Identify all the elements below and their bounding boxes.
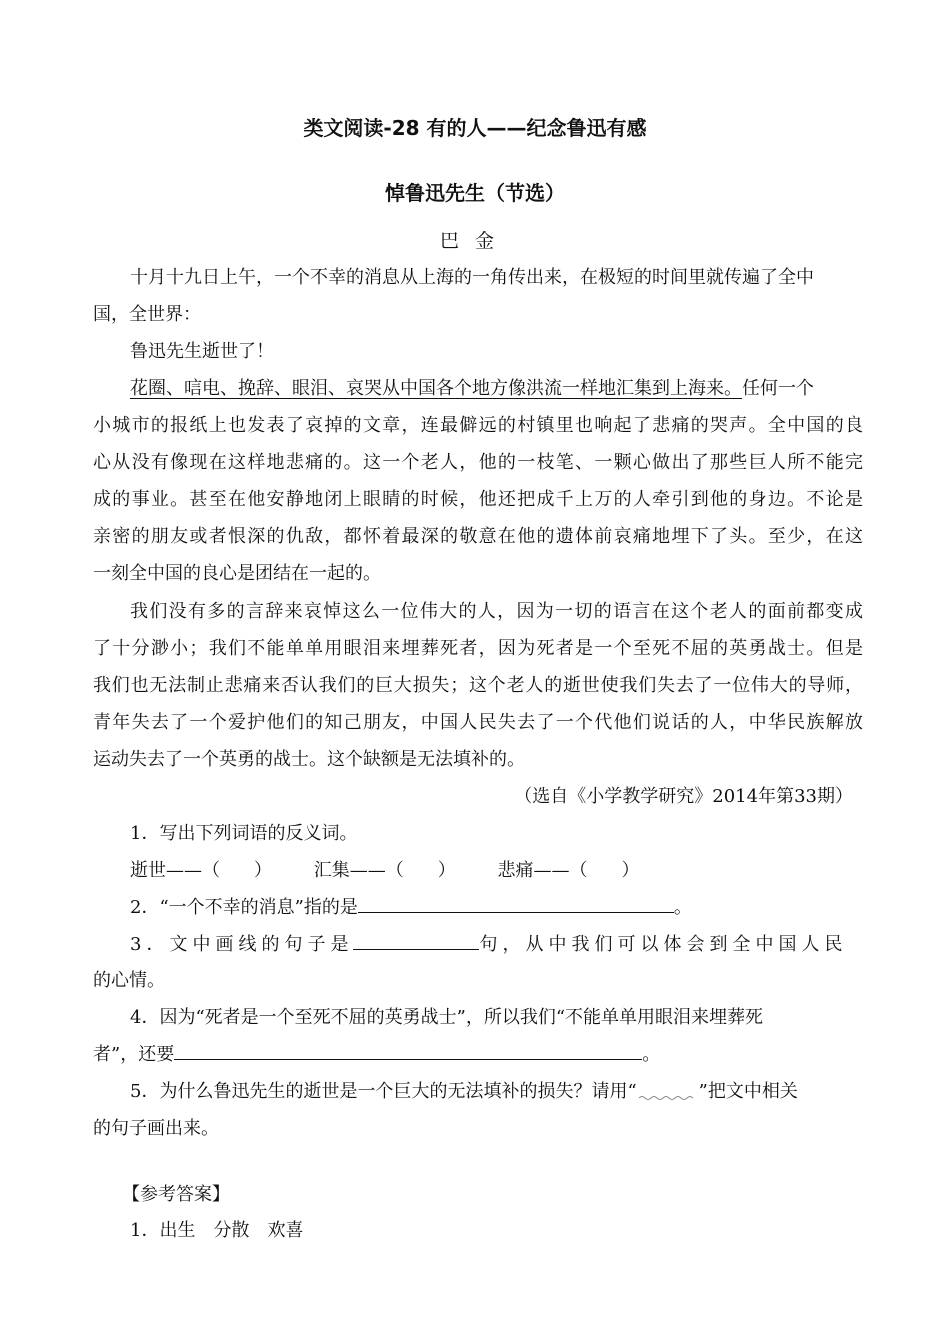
- q1-word-3-close: ）: [621, 860, 640, 881]
- question-4-line2: [93, 1037, 863, 1073]
- header-title: 类文阅读-28 有的人——纪念鲁迅有感: [303, 116, 647, 140]
- answer-1: 1．出生 分散 欢喜: [130, 1220, 304, 1241]
- question-3: [130, 927, 863, 963]
- q3-answer-blank[interactable]: [353, 927, 479, 950]
- q2-text: 2．“一个不幸的消息”指的是: [130, 897, 358, 918]
- q1-word-1-label: 逝世——（: [130, 860, 220, 881]
- p4-line5: 运动失去了一个英勇的战士。这个缺额是无法填补的。: [93, 749, 525, 770]
- q4-text: 者”，还要: [93, 1044, 175, 1065]
- answers-heading: 【参考答案】: [122, 1184, 230, 1205]
- p3-line5: 亲密的朋友或者恨深的仇敌，都怀着最深的敬意在他的遗体前哀痛地埋下了头。至少，在这: [93, 526, 863, 547]
- q4-end: 。: [642, 1044, 661, 1065]
- source-citation: （选自《小学教学研究》2014年第33期）: [514, 786, 853, 807]
- p4-line1: 我们没有多的言辞来哀悼这么一位伟大的人，因为一切的语言在这个老人的面前都变成: [130, 601, 863, 622]
- article-title: 悼鲁迅先生（节选）: [385, 181, 565, 205]
- q5-before: 5．为什么鲁迅先生的逝世是一个巨大的无法填补的损失？请用“: [130, 1081, 637, 1102]
- q1-word-3: [497, 853, 621, 889]
- wavy-underline-mark: [637, 1083, 699, 1103]
- p3-line1: [130, 371, 863, 407]
- p1-line2: 国，全世界：: [93, 304, 201, 325]
- q3-after: 句，从中我们可以体会到全中国人民: [479, 934, 848, 955]
- p3-line6: 一刻全中国的良心是团结在一起的。: [93, 563, 381, 584]
- p3-line4: 成的事业。甚至在他安静地闭上眼睛的时候，他还把成千上万的人牵引到他的身边。不论是: [93, 489, 863, 510]
- q1-word-2-label: 汇集——（: [313, 860, 404, 881]
- q5-after: ”把文中相关: [698, 1081, 798, 1102]
- question-5-line2: 的句子画出来。: [93, 1118, 219, 1139]
- author: 巴金: [439, 230, 510, 252]
- q1-word-1-close: ）: [254, 860, 272, 881]
- p4-line3: 我们也无法制止悲痛来否认我们的巨大损失；这个老人的逝世使我们失去了一位伟大的导师，: [93, 675, 863, 696]
- q2-answer-blank[interactable]: [358, 890, 674, 913]
- q4-answer-blank[interactable]: [174, 1037, 642, 1060]
- question-2: [130, 890, 863, 926]
- p3-line1-rest: 任何一个: [742, 378, 814, 399]
- p1-line1: 十月十九日上午，一个不幸的消息从上海的一角传出来，在极短的时间里就传遍了全中: [130, 267, 814, 288]
- q2-end: 。: [673, 897, 692, 918]
- q1-word-3-label: 悲痛——（: [497, 860, 588, 881]
- underlined-sentence: 花圈、唁电、挽辞、眼泪、哀哭从中国各个地方像洪流一样地汇集到上海来。: [130, 378, 742, 399]
- q1-word-1: [130, 853, 254, 889]
- p3-line3: 心从没有像现在这样地悲痛的。这一个老人，他的一枝笔、一颗心做出了那些巨人所不能完: [93, 452, 863, 473]
- question-5-line1: [130, 1074, 863, 1110]
- p2: 鲁迅先生逝世了！: [130, 341, 274, 362]
- q3-text: 3．文中画线的句子是: [130, 934, 354, 955]
- question-1: 1．写出下列词语的反义词。: [130, 823, 358, 844]
- p3-line2: 小城市的报纸上也发表了哀掉的文章，连最僻远的村镇里也响起了悲痛的哭声。全中国的良: [93, 415, 863, 436]
- p4-line2: 了十分渺小；我们不能单单用眼泪来埋葬死者，因为死者是一个至死不屈的英勇战士。但是: [93, 638, 863, 659]
- q1-word-2: [314, 853, 438, 889]
- question-1-words: [130, 853, 863, 889]
- question-4-line1: 4．因为“死者是一个至死不屈的英勇战士”，所以我们“不能单单用眼泪来埋葬死: [130, 1007, 764, 1028]
- q1-word-2-close: ）: [437, 860, 456, 881]
- p4-line4: 青年失去了一个爱护他们的知己朋友，中国人民失去了一个代他们说话的人，中华民族解放: [93, 712, 863, 733]
- question-3-line2: 的心情。: [93, 970, 165, 991]
